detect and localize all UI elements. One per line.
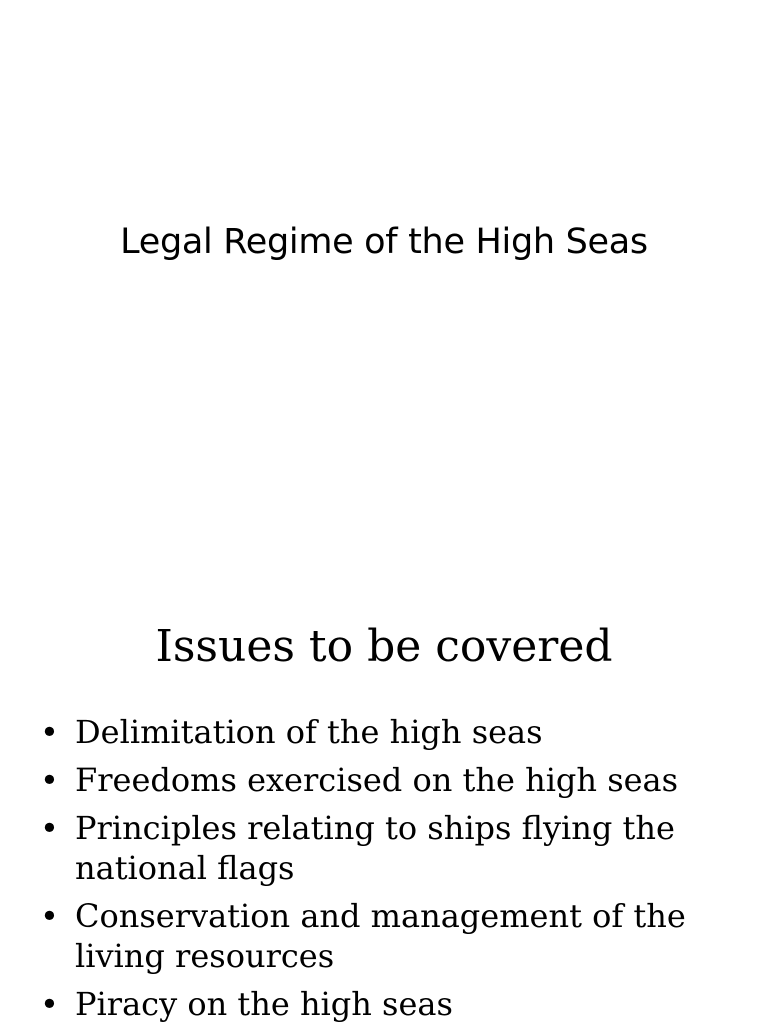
list-item [40,896,740,976]
bullet-list [40,712,740,1032]
slide-issues [0,600,768,1024]
bullet-text: • Piracy on the high seas [75,985,453,1023]
bullet-text: • Conservation and management of the [75,897,686,935]
bullet-text-continued: living resources [75,937,335,975]
list-item [40,984,740,1024]
page-title: Legal Regime of the High Seas [120,222,648,262]
bullet-text: • Delimitation of the high seas [75,713,543,751]
bullet-text-continued: national flags [75,849,295,887]
slide-heading: Issues to be covered [155,621,613,672]
bullet-text: • Freedoms exercised on the high seas [75,761,679,799]
list-item [40,760,740,800]
slide-title-page [0,0,768,480]
list-item [40,712,740,752]
bullet-text: • Principles relating to ships flying the [75,809,675,847]
list-item [40,808,740,888]
